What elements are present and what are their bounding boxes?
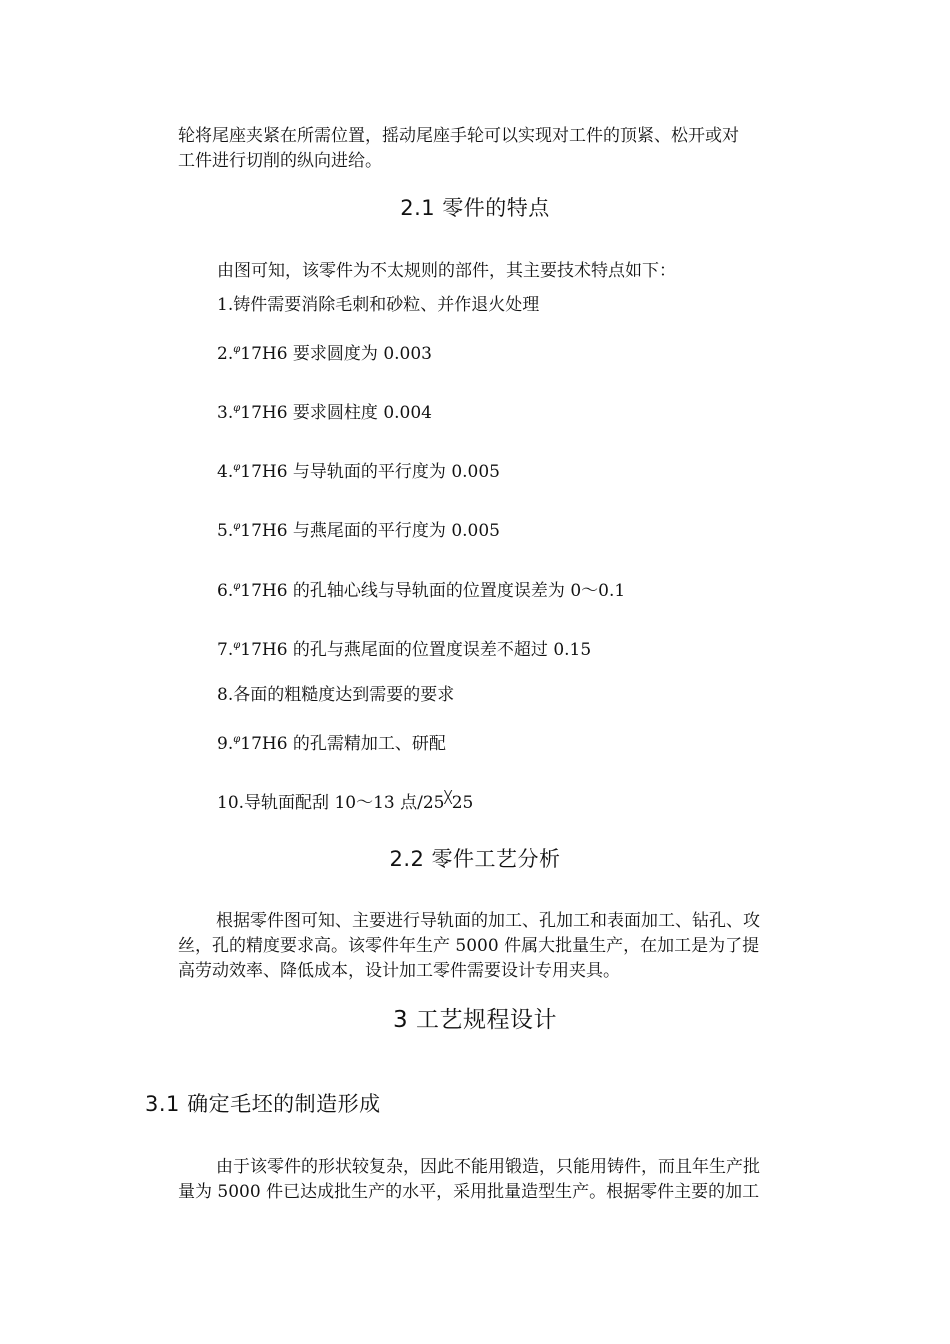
feature-item-4 [217, 460, 500, 487]
section-3-1-heading: 3.1 确定毛坯的制造形成 [145, 1092, 381, 1116]
item-text: 25 [451, 793, 474, 813]
paragraph-line: 轮将尾座夹紧在所需位置，摇动尾座手轮可以实现对工件的顶紧、松开或对 [178, 126, 739, 146]
feature-item-6 [217, 579, 625, 606]
item-number: 2. [217, 344, 234, 364]
paragraph-line: 由于该零件的形状较复杂，因此不能用锻造，只能用铸件，而且年生产批 [216, 1157, 760, 1177]
paragraph-line: 量为 5000 件已达成批生产的水平，采用批量造型生产。根据零件主要的加工 [178, 1182, 760, 1202]
feature-item-9 [217, 732, 446, 759]
section-2-2-heading: 2.2 零件工艺分析 [389, 847, 561, 871]
item-number: 3. [217, 403, 234, 423]
feature-item-5 [217, 519, 500, 546]
times-symbol: ╳ [444, 790, 452, 804]
feature-item-3 [217, 401, 432, 428]
item-number: 9. [217, 734, 234, 754]
diameter-symbol: φ [233, 403, 241, 414]
item-text: 17H6 与燕尾面的平行度为 0.005 [240, 521, 500, 541]
diameter-symbol: φ [233, 581, 241, 592]
item-number: 4. [217, 462, 234, 482]
item-text: 17H6 要求圆度为 0.003 [240, 344, 432, 364]
item-text: 17H6 与导轨面的平行度为 0.005 [240, 462, 500, 482]
item-text: 17H6 的孔需精加工、研配 [240, 734, 446, 754]
item-text: 10.导轨面配刮 10～13 点/25 [217, 793, 445, 813]
feature-item-8: 8.各面的粗糙度达到需要的要求 [217, 685, 455, 705]
item-number: 7. [217, 640, 234, 660]
diameter-symbol: φ [233, 462, 241, 473]
diameter-symbol: φ [233, 521, 241, 532]
section-3-heading: 3 工艺规程设计 [393, 1007, 557, 1033]
feature-item-1: 1.铸件需要消除毛刺和砂粒、并作退火处理 [217, 295, 540, 315]
paragraph-line: 高劳动效率、降低成本，设计加工零件需要设计专用夹具。 [178, 961, 620, 981]
diameter-symbol: φ [233, 344, 241, 355]
item-number: 6. [217, 581, 234, 601]
paragraph-line: 丝，孔的精度要求高。该零件年生产 5000 件属大批量生产，在加工是为了提 [178, 936, 760, 956]
section-2-1-heading: 2.1 零件的特点 [400, 196, 550, 220]
section-2-1-intro: 由图可知，该零件为不太规则的部件，其主要技术特点如下： [217, 261, 676, 281]
diameter-symbol: φ [233, 640, 241, 651]
feature-item-10 [217, 791, 473, 816]
paragraph-line: 工件进行切削的纵向进给。 [178, 151, 382, 171]
item-text: 17H6 的孔轴心线与导轨面的位置度误差为 0～0.1 [240, 581, 626, 601]
paragraph-line: 根据零件图可知、主要进行导轨面的加工、孔加工和表面加工、钻孔、攻 [216, 911, 760, 931]
feature-item-2 [217, 342, 432, 369]
item-number: 5. [217, 521, 234, 541]
item-text: 17H6 的孔与燕尾面的位置度误差不超过 0.15 [240, 640, 592, 660]
feature-item-7 [217, 638, 591, 665]
item-text: 17H6 要求圆柱度 0.004 [240, 403, 432, 423]
diameter-symbol: φ [233, 734, 241, 745]
